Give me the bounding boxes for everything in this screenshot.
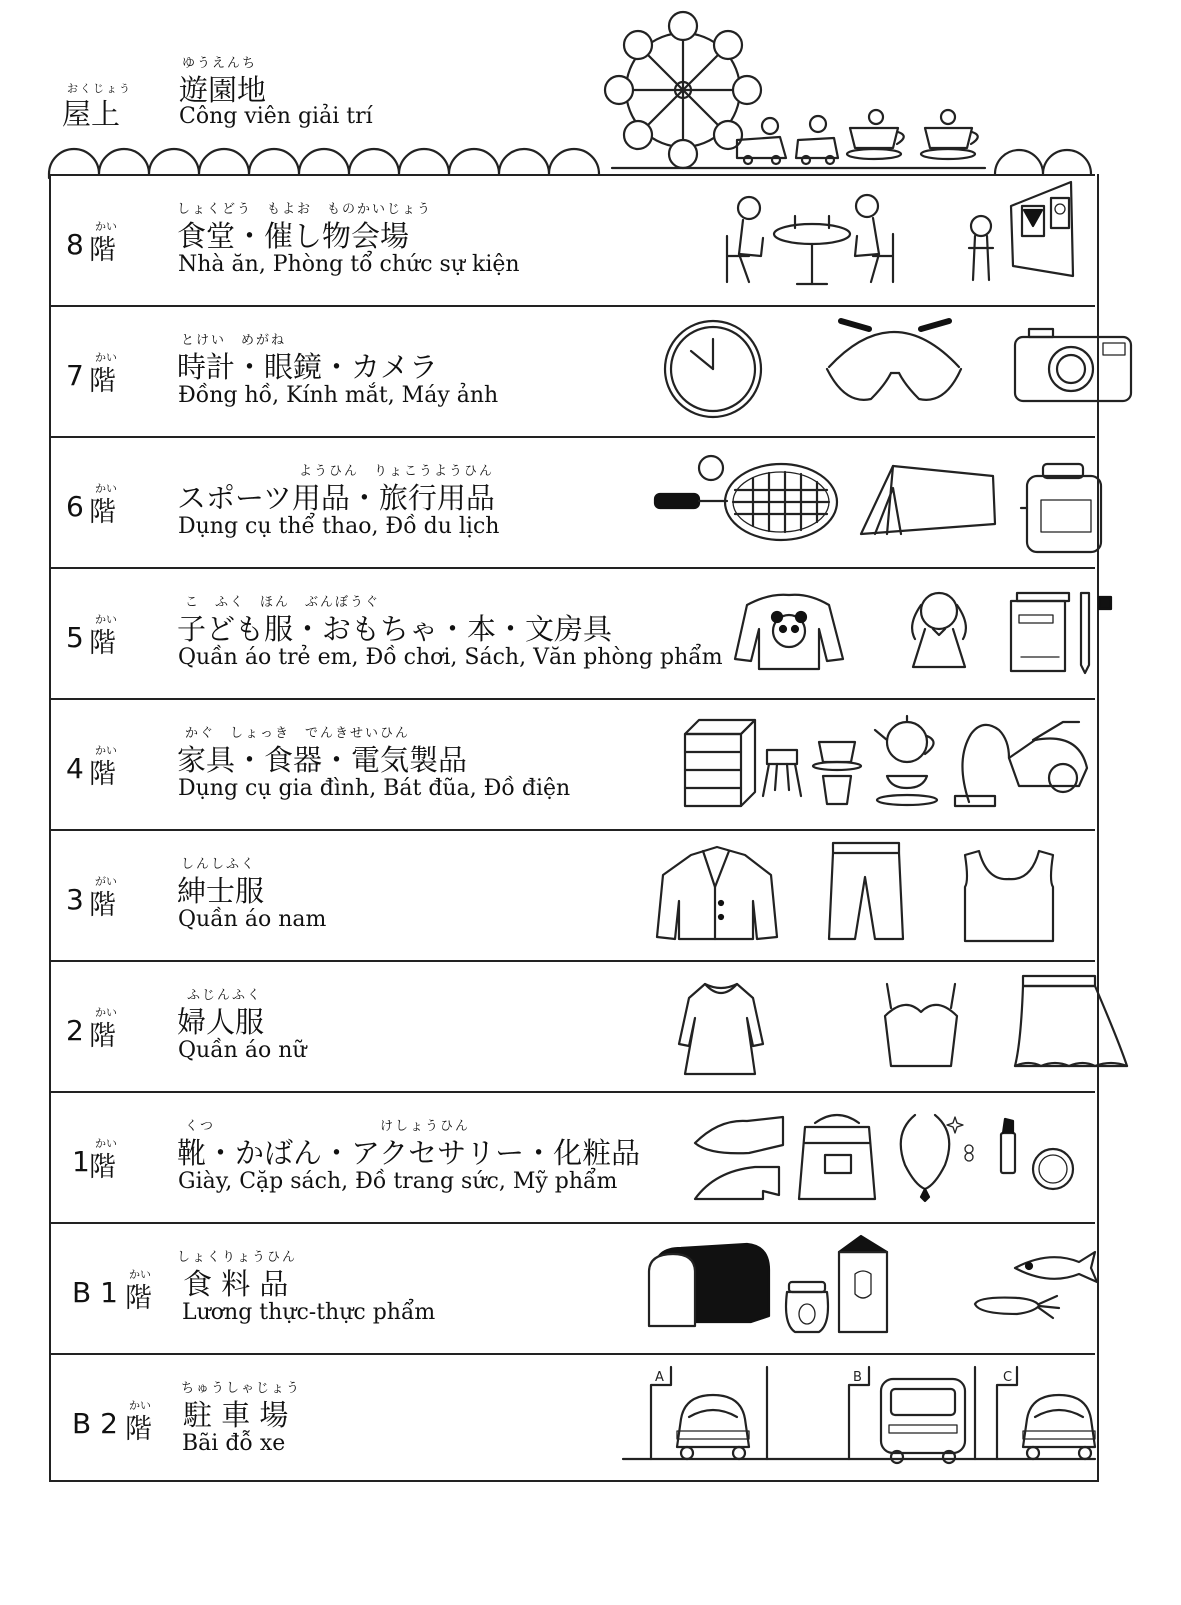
floor-number: B 1 bbox=[72, 1276, 118, 1309]
floor-name-vi: Quần áo trẻ em, Đồ chơi, Sách, Văn phòng phẩm bbox=[178, 645, 723, 670]
floor-ruby: かい bbox=[129, 1268, 151, 1281]
rooftop-floor-ruby: おくじょう bbox=[67, 82, 132, 95]
floor-name-vi: Bãi đỗ xe bbox=[182, 1431, 286, 1456]
floor-ruby-reading: くつ けしょうひん bbox=[185, 1119, 471, 1134]
handbag-icon bbox=[799, 1115, 875, 1199]
floor-name-jp: 靴・かばん・アクセサリー・化粧品 bbox=[177, 1136, 641, 1170]
floor-number: B 2 bbox=[72, 1407, 118, 1440]
floor-kanji: 階 bbox=[125, 1283, 152, 1314]
floor-row-4 bbox=[49, 698, 1095, 831]
floor-number: 2 bbox=[66, 1014, 84, 1047]
floor-kanji: 階 bbox=[89, 497, 116, 528]
floor-number: 3 bbox=[66, 883, 84, 916]
floor-row-b1 bbox=[49, 1222, 1095, 1355]
parking-bay-b bbox=[849, 1367, 975, 1463]
floor-ruby-reading: とけい めがね bbox=[181, 333, 287, 348]
bay-label: A bbox=[655, 1370, 664, 1385]
floor-ruby-reading: かぐ しょっき でんきせいひん bbox=[185, 726, 411, 741]
cosmetics-icon bbox=[1001, 1119, 1073, 1189]
floor-kanji: 階 bbox=[89, 1021, 116, 1052]
floor-name-jp: 紳士服 bbox=[177, 874, 265, 908]
floor-kanji: 階 bbox=[89, 235, 116, 266]
floor-ruby-reading: しょくりょうひん bbox=[177, 1250, 298, 1265]
floor-ruby: かい bbox=[95, 1137, 117, 1150]
floor-ruby: かい bbox=[95, 744, 117, 757]
dishes-icon bbox=[813, 716, 937, 805]
floor-row-2 bbox=[49, 960, 1095, 1093]
floor-name-vi: Giày, Cặp sách, Đồ trang sức, Mỹ phẩm bbox=[178, 1169, 618, 1194]
floor-kanji: 階 bbox=[125, 1414, 152, 1445]
floor-name-jp: 食堂・催し物会場 bbox=[177, 219, 410, 253]
floor-kanji: 階 bbox=[89, 366, 116, 397]
floor-number: 4 bbox=[66, 752, 84, 785]
floor-name-jp: スポーツ用品・旅行用品 bbox=[177, 481, 495, 515]
floor-ruby: かい bbox=[95, 613, 117, 626]
rooftop-ruby: ゆうえんち bbox=[182, 56, 258, 71]
floor-number: 6 bbox=[66, 490, 84, 523]
floor-row-8 bbox=[49, 174, 1095, 307]
bread-icon bbox=[649, 1244, 769, 1326]
floor-ruby: かい bbox=[95, 482, 117, 495]
fish-icon bbox=[1015, 1252, 1097, 1282]
milk-carton-icon bbox=[839, 1236, 887, 1332]
floor-row-b2 bbox=[49, 1353, 1095, 1482]
floor-number: 8 bbox=[66, 228, 84, 261]
drawer-chest-icon bbox=[685, 720, 801, 806]
restaurant-table-icon bbox=[727, 195, 893, 284]
bay-label: B bbox=[853, 1370, 862, 1385]
floor-ruby-reading: しんしふく bbox=[181, 857, 257, 872]
floor-name-jp: 食 料 品 bbox=[183, 1267, 289, 1301]
floor-ruby: かい bbox=[129, 1399, 151, 1412]
carrot-icon bbox=[975, 1296, 1059, 1318]
floor-name-vi: Dụng cụ gia đình, Bát đũa, Đồ điện bbox=[178, 776, 571, 801]
car-icon bbox=[1023, 1395, 1095, 1459]
floor-name-vi: Nhà ăn, Phòng tổ chức sự kiện bbox=[178, 252, 520, 277]
floor-row-6 bbox=[49, 436, 1095, 569]
necklace-icon bbox=[901, 1115, 973, 1201]
ferris-wheel-icon bbox=[605, 12, 985, 168]
dress-icon bbox=[679, 984, 763, 1074]
floor-ruby-reading: ようひん りょこうようひん bbox=[299, 464, 495, 479]
floor-ruby: かい bbox=[95, 1006, 117, 1019]
floor-kanji: 階 bbox=[89, 1152, 116, 1183]
panda-sweater-icon bbox=[735, 595, 843, 669]
bumper-car-icon bbox=[737, 116, 838, 164]
floor-row-1 bbox=[49, 1091, 1095, 1224]
floor-name-vi: Dụng cụ thể thao, Đồ du lịch bbox=[178, 514, 500, 539]
floor-row-7 bbox=[49, 305, 1095, 438]
floor-ruby: がい bbox=[95, 875, 117, 888]
floor-number: 5 bbox=[66, 621, 84, 654]
shoes-icon bbox=[695, 1117, 783, 1199]
car-icon bbox=[677, 1395, 749, 1459]
floor-name-jp: 子ども服・おもちゃ・本・文房具 bbox=[177, 612, 613, 646]
tennis-racket-icon bbox=[655, 456, 837, 540]
floor-name-jp: 駐 車 場 bbox=[183, 1398, 289, 1432]
floor-name-vi: Lương thực-thực phẩm bbox=[182, 1300, 436, 1325]
floor-row-3 bbox=[49, 829, 1095, 962]
floor-name-vi: Quần áo nữ bbox=[178, 1038, 307, 1063]
stuffed-bunny-icon bbox=[912, 593, 966, 667]
floor-kanji: 階 bbox=[89, 628, 116, 659]
trousers-icon bbox=[829, 843, 903, 939]
floor-name-vi: Đồng hồ, Kính mắt, Máy ảnh bbox=[178, 383, 499, 408]
skirt-icon bbox=[1015, 976, 1127, 1066]
floor-row-5 bbox=[49, 567, 1095, 700]
floor-name-jp: 婦人服 bbox=[177, 1005, 265, 1039]
floor-ruby-reading: ふじんふく bbox=[187, 988, 263, 1003]
parking-bay-a bbox=[651, 1367, 767, 1459]
bus-icon bbox=[881, 1379, 965, 1463]
undershirt-icon bbox=[965, 851, 1053, 941]
floor-kanji: 階 bbox=[89, 890, 116, 921]
floor-number: 1 bbox=[72, 1145, 90, 1178]
rooftop-name-vi: Công viên giải trí bbox=[179, 104, 373, 129]
suitcase-icon bbox=[1021, 464, 1101, 552]
floor-ruby-reading: しょくどう もよお ものかいじょう bbox=[177, 202, 433, 217]
vacuum-cleaner-icon bbox=[955, 722, 1087, 806]
floor-ruby-reading: こ ふく ほん ぶんぼうぐ bbox=[185, 595, 381, 610]
floor-name-jp: 時計・眼鏡・カメラ bbox=[177, 350, 439, 384]
rooftop-floor-label: 屋上 bbox=[62, 97, 121, 131]
jam-jar-icon bbox=[786, 1282, 828, 1332]
art-exhibition-icon bbox=[969, 182, 1073, 280]
tent-icon bbox=[861, 466, 995, 534]
camera-icon bbox=[1015, 329, 1131, 401]
floor-name-vi: Quần áo nam bbox=[178, 907, 327, 932]
floor-name-jp: 家具・食器・電気製品 bbox=[177, 743, 468, 777]
floor-ruby: かい bbox=[95, 351, 117, 364]
clock-icon bbox=[665, 321, 761, 417]
rooftop-illustration bbox=[0, 0, 1181, 180]
rooftop-name-jp: 遊園地 bbox=[179, 73, 267, 107]
glasses-icon bbox=[827, 321, 961, 400]
jacket-icon bbox=[657, 847, 777, 939]
floor-ruby: かい bbox=[95, 220, 117, 233]
camisole-icon bbox=[885, 984, 957, 1066]
floor-kanji: 階 bbox=[89, 759, 116, 790]
floor-number: 7 bbox=[66, 359, 84, 392]
floor-ruby-reading: ちゅうしゃじょう bbox=[181, 1381, 302, 1396]
bay-label: C bbox=[1003, 1370, 1013, 1385]
parking-bay-c bbox=[997, 1367, 1095, 1459]
teacup-ride-icon bbox=[847, 110, 978, 159]
